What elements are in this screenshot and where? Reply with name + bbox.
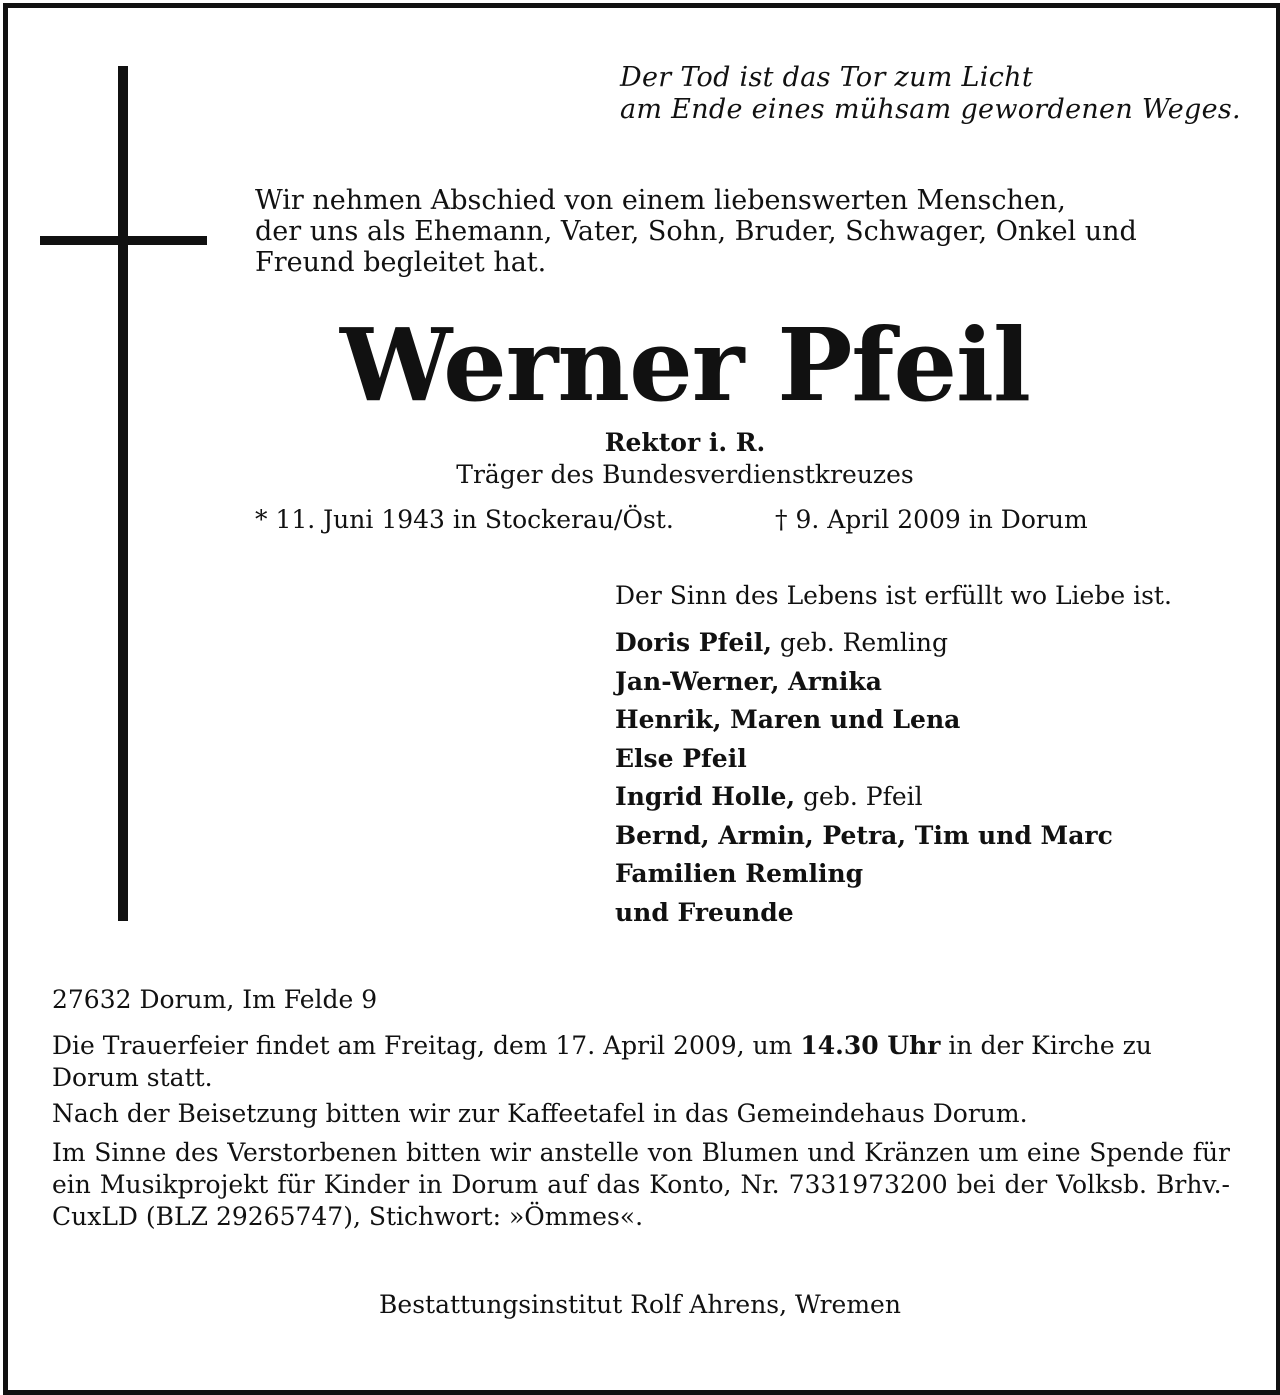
mourner-name: Bernd, Armin, Petra, Tim und Marc	[615, 820, 1113, 850]
funeral-text-after: in der Kirche zu Dorum statt.	[52, 1031, 1152, 1092]
donation-info: Im Sinne des Verstorbenen bitten wir anstelle von Blumen und Kränzen um eine Spende für ein Musikprojekt für Kinder in Dorum auf das Konto, Nr. 7331973200 bei der Volksb. Brhv.-CuxLD (BLZ 29265747), Stichwort: »Ömmes«.	[52, 1138, 1230, 1231]
mourner-name: Ingrid Holle,	[615, 782, 796, 811]
intro-line-2: der uns als Ehemann, Vater, Sohn, Bruder, Schwager, Onkel und	[255, 216, 1137, 247]
mourner-name: Doris Pfeil,	[615, 628, 772, 657]
death-date: † 9. April 2009 in Dorum	[775, 505, 1088, 534]
mourner-name: und Freunde	[615, 897, 794, 927]
mourner-row	[615, 701, 1113, 740]
coffee-info: Nach der Beisetzung bitten wir zur Kaffeetafel in das Gemeindehaus Dorum.	[52, 1099, 1028, 1128]
mourner-row	[615, 817, 1113, 856]
motto-line-2: am Ende eines mühsam gewordenen Weges.	[620, 94, 1241, 125]
mourner-name: Henrik, Maren und Lena	[615, 705, 961, 734]
cross-crossbar	[40, 236, 207, 245]
deceased-title: Rektor i. R.	[604, 428, 766, 457]
mourner-name: Jan-Werner, Arnika	[615, 666, 882, 696]
family-address: 27632 Dorum, Im Felde 9	[52, 985, 378, 1014]
funeral-text-before: Die Trauerfeier findet am Freitag, dem 17. April 2009, um	[52, 1031, 801, 1060]
mourner-suffix: geb. Remling	[771, 628, 949, 657]
mourner-row	[615, 778, 1113, 817]
mourner-name: Else Pfeil	[615, 743, 747, 773]
mourner-row	[615, 894, 1113, 933]
mourner-row	[615, 740, 1113, 779]
motto-quote	[620, 62, 1260, 126]
mourners-list	[615, 624, 1113, 932]
mourner-row	[615, 624, 1113, 663]
funeral-info	[52, 1030, 1230, 1094]
deceased-honor: Träger des Bundesverdienstkreuzes	[456, 460, 914, 489]
mourner-suffix: geb. Pfeil	[795, 782, 923, 811]
undertaker-name: Bestattungsinstitut Rolf Ahrens, Wremen	[379, 1290, 901, 1319]
mourner-row	[615, 663, 1113, 702]
cross-icon	[118, 66, 128, 921]
intro-line-1: Wir nehmen Abschied von einem liebenswerten Menschen,	[255, 185, 1066, 216]
intro-line-3: Freund begleitet hat.	[255, 247, 547, 278]
funeral-time: 14.30 Uhr	[800, 1031, 941, 1060]
intro-text	[255, 185, 1215, 278]
birth-date: * 11. Juni 1943 in Stockerau/Öst.	[255, 505, 674, 534]
sinn-quote: Der Sinn des Lebens ist erfüllt wo Liebe ist.	[615, 581, 1172, 610]
deceased-name: Werner Pfeil	[339, 306, 1031, 424]
mourner-name: Familien Remling	[615, 859, 864, 888]
mourner-row	[615, 855, 1113, 894]
motto-line-1: Der Tod ist das Tor zum Licht	[620, 62, 1033, 93]
